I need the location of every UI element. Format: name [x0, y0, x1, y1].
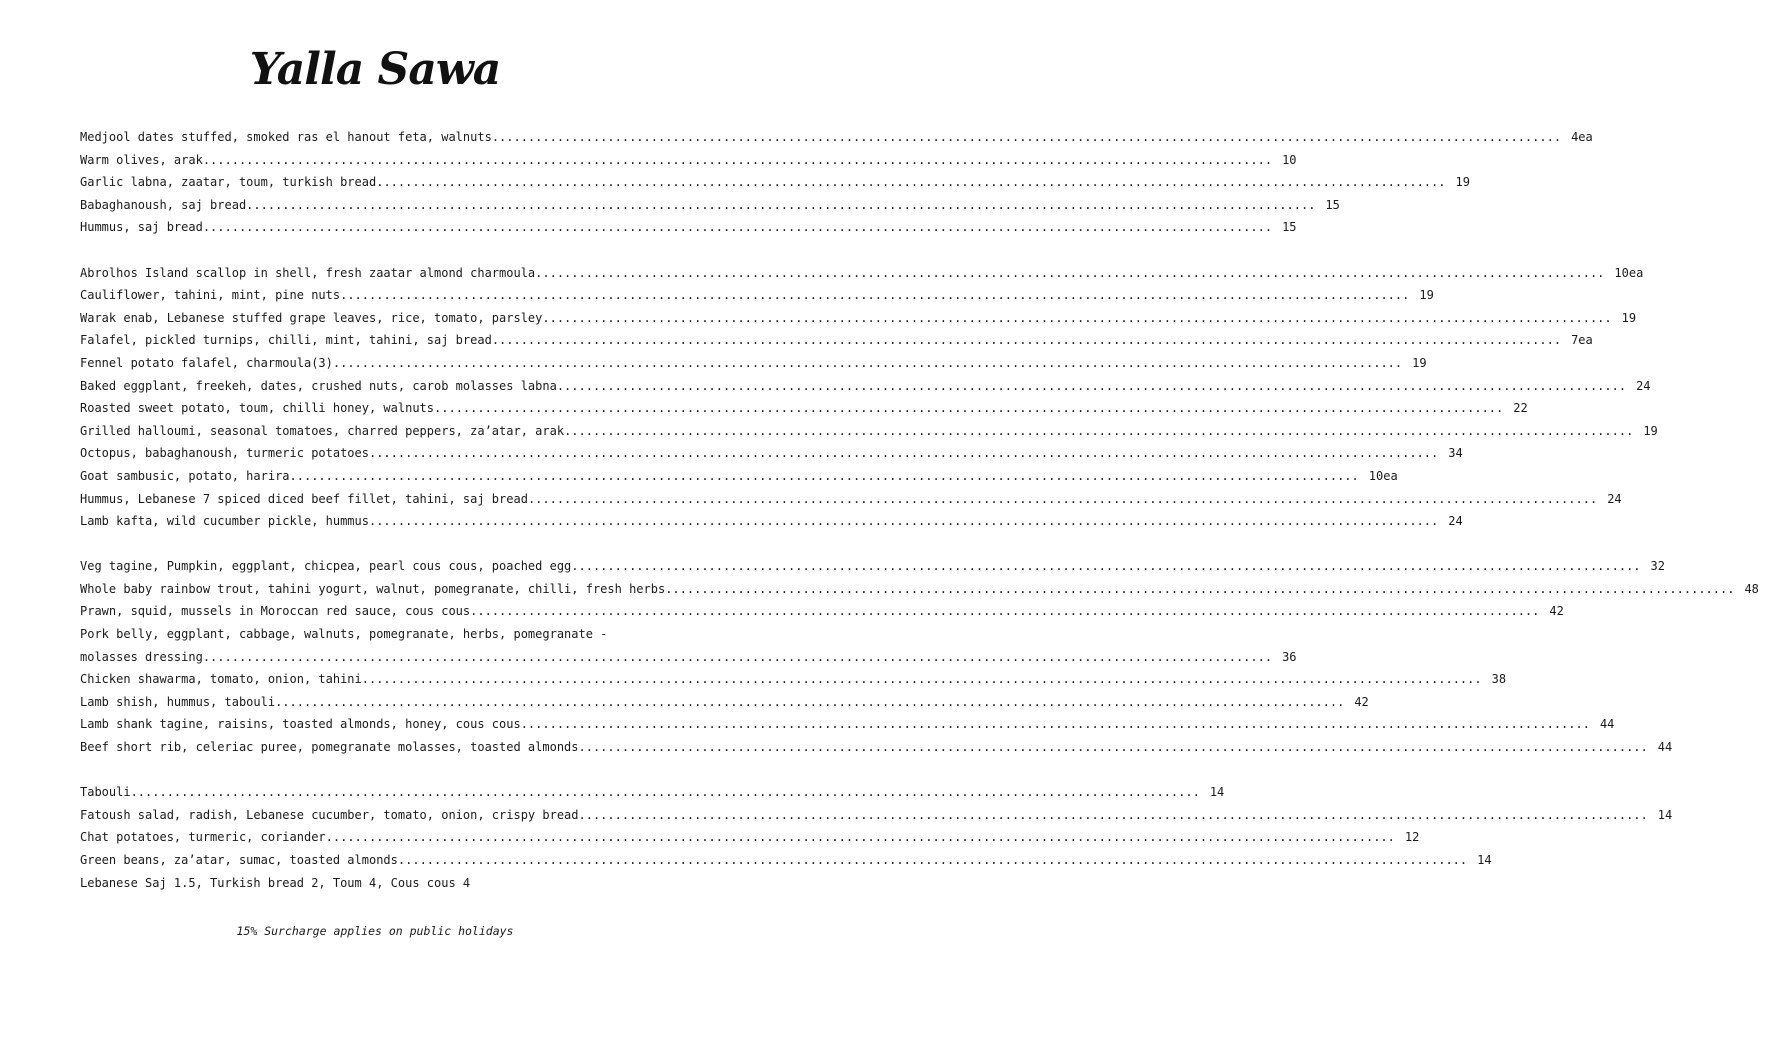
dot-leader: [542, 307, 1611, 330]
menu-item: [80, 194, 1340, 217]
menu-item-price: 38: [1491, 672, 1507, 687]
menu-item-name: Lamb shank tagine, raisins, toasted almonds, honey, cous cous: [80, 717, 521, 732]
dot-leader: [369, 442, 1438, 465]
menu-item-name: Lamb kafta, wild cucumber pickle, hummus: [80, 514, 369, 529]
menu-item: [80, 307, 1637, 330]
dot-leader: [434, 397, 1503, 420]
dot-leader: [492, 329, 1561, 352]
dot-leader: [470, 600, 1539, 623]
menu-item-name: Cauliflower, tahini, mint, pine nuts: [80, 288, 341, 303]
menu-item: [80, 736, 1673, 759]
menu-item-price: 24: [1607, 491, 1622, 506]
menu-item: [80, 171, 1470, 194]
menu-item-name: Roasted sweet potato, toum, chilli honey, walnuts: [80, 401, 435, 416]
menu-item-price: 48: [1744, 581, 1759, 596]
menu-item-name: Baked eggplant, freekeh, dates, crushed nuts, carob molasses labna: [80, 378, 557, 393]
menu-list: [80, 126, 1759, 917]
menu-item-name: Garlic labna, zaatar, toum, turkish bread: [80, 175, 377, 190]
menu-item-price: 24: [1448, 514, 1463, 529]
menu-item-name: Abrolhos Island scallop in shell, fresh zaatar almond charmoula: [80, 265, 536, 280]
menu-item: [80, 510, 1463, 533]
menu-item-name: Grilled halloumi, seasonal tomatoes, charred peppers, za’atar, arak: [80, 423, 565, 438]
dot-leader: [412, 668, 1481, 691]
menu-item: [80, 691, 1369, 714]
menu-item: [80, 420, 1658, 443]
menu-item: [80, 713, 1615, 736]
dot-leader: [557, 375, 1626, 398]
dot-leader: [571, 555, 1640, 578]
menu-item: [80, 578, 1759, 601]
menu-item: [80, 804, 1673, 827]
menu-item: [80, 329, 1593, 352]
menu-item-name: Chicken shawarma, tomato, onion, tahini.......: [80, 672, 413, 687]
menu-item-price: 19: [1643, 423, 1658, 438]
dot-leader: [326, 826, 1395, 849]
menu-item-name: Babaghanoush, saj bread: [80, 197, 247, 212]
dot-leader: [521, 713, 1590, 736]
menu-item-price: 4ea: [1571, 130, 1593, 144]
menu-item: [80, 397, 1528, 420]
menu-item-price: 24: [1636, 378, 1651, 393]
menu-item-price: 14: [1209, 785, 1225, 800]
menu-section: [80, 126, 1593, 239]
menu-item: [80, 872, 690, 895]
dot-leader: [535, 262, 1604, 285]
menu-item-price: 12: [1404, 830, 1420, 845]
menu-item-price: 15: [1282, 220, 1297, 235]
menu-item-name: Tabouli: [80, 785, 131, 800]
menu-item-name: Hummus, Lebanese 7 spiced diced beef fillet, tahini, saj bread: [80, 491, 528, 506]
dot-leader: [665, 578, 1734, 601]
menu-item-price: 42: [1549, 604, 1564, 619]
dot-leader: [203, 646, 1272, 669]
menu-item: [80, 465, 1398, 488]
dot-leader: [203, 216, 1272, 239]
dot-leader: [340, 284, 1409, 307]
menu-item-name: Lebanese Saj 1.5, Turkish bread 2, Toum 4, Cous cous 4: [80, 875, 471, 890]
menu-item: [80, 600, 1564, 623]
menu-item-price: 19: [1621, 310, 1637, 325]
menu-item-name: Lamb shish, hummus, tabouli: [80, 694, 276, 709]
surcharge-note: 15% Surcharge applies on public holidays: [236, 924, 514, 938]
menu-item: [80, 668, 1507, 691]
menu-item-price: 15: [1325, 197, 1340, 212]
menu-item: [80, 126, 1593, 149]
logo-wordmark-icon: [249, 40, 501, 100]
menu-item-price: 22: [1513, 401, 1528, 416]
menu-item: [80, 781, 1225, 804]
dot-leader: [579, 736, 1648, 759]
menu-item-name: Medjool dates stuffed, smoked ras el hanout feta, walnuts: [80, 130, 492, 144]
menu-item-name: Falafel, pickled turnips, chilli, mint, tahini, saj bread: [80, 333, 492, 348]
menu-item-name: Green beans, za’atar, sumac, toasted almonds: [80, 853, 398, 867]
menu-item-price: 32: [1650, 559, 1665, 574]
menu-item-name: Octopus, babaghanoush, turmeric potatoes: [80, 446, 369, 461]
dot-leader: [275, 691, 1344, 714]
menu-item: [80, 284, 1434, 307]
menu-section: [80, 262, 1658, 533]
menu-item: [80, 149, 1297, 172]
menu-item-name: Hummus, saj bread: [80, 220, 203, 235]
menu-item: [80, 826, 1420, 849]
menu-item: [80, 442, 1463, 465]
menu-item: [80, 849, 1492, 872]
menu-item-name: Warak enab, Lebanese stuffed grape leaves, rice, tomato, parsley: [80, 310, 543, 325]
menu-item-price: 19: [1455, 175, 1470, 190]
menu-section: [80, 781, 1673, 894]
dot-leader: [290, 465, 1359, 488]
menu-item-price: 10ea: [1368, 468, 1398, 483]
menu-item-price: 36: [1282, 649, 1297, 664]
dot-leader: [246, 194, 1315, 217]
menu-item-name: molasses dressing: [80, 649, 203, 664]
menu-item-price: 44: [1657, 740, 1673, 755]
dot-leader: [333, 352, 1402, 375]
dot-leader: [492, 126, 1561, 149]
menu-item-price: 19: [1412, 355, 1427, 370]
menu-item-name: Veg tagine, Pumpkin, eggplant, chicpea, pearl cous cous, poached egg: [80, 559, 572, 574]
menu-item: [80, 646, 1297, 669]
menu-item-price: 34: [1448, 446, 1463, 461]
menu-item-price: 10: [1282, 152, 1297, 167]
menu-item-name: Whole baby rainbow trout, tahini yogurt, walnut, pomegranate, chilli, fresh herbs: [80, 581, 666, 596]
menu-item-price: 14: [1477, 853, 1492, 867]
dot-leader: [131, 781, 1200, 804]
menu-item: [80, 488, 1622, 511]
menu-item: [80, 216, 1297, 239]
menu-item-price: 19: [1419, 288, 1434, 303]
dot-leader: [376, 171, 1445, 194]
logo-text: Yalla Sawa: [249, 44, 501, 95]
menu-item-name: Fennel potato falafel, charmoula(3): [80, 355, 333, 370]
menu-item-name: Fatoush salad, radish, Lebanese cucumber, tomato, onion, crispy bread: [80, 807, 579, 822]
menu-section: [80, 555, 1759, 758]
menu-item-name: Beef short rib, celeriac puree, pomegranate molasses, toasted almonds: [80, 740, 579, 755]
menu-item-name: Warm olives, arak: [80, 152, 203, 167]
menu-item-name-line: Pork belly, eggplant, cabbage, walnuts, pomegranate, herbs, pomegranate -: [80, 627, 608, 642]
menu-item: [80, 262, 1644, 285]
menu-item-name: Prawn, squid, mussels in Moroccan red sauce, cous cous: [80, 604, 471, 619]
dot-leader: [203, 149, 1272, 172]
dot-leader: [528, 488, 1597, 511]
menu-item-price: 42: [1354, 694, 1369, 709]
menu-item-price: 10ea: [1614, 265, 1644, 280]
dot-leader: [398, 849, 1467, 872]
dot-leader: [579, 804, 1648, 827]
dot-leader: [564, 420, 1633, 443]
dot-leader: [369, 510, 1438, 533]
menu-item-name: Chat potatoes, turmeric, coriander: [80, 830, 326, 845]
menu-item-price: 14: [1657, 807, 1673, 822]
menu-item-price: 7ea: [1571, 333, 1593, 348]
menu-item-name: Goat sambusic, potato, harira: [80, 468, 290, 483]
menu-item: [80, 352, 1427, 375]
menu-item: [80, 375, 1651, 398]
menu-item-price: 44: [1599, 717, 1615, 732]
menu-item: [80, 555, 1665, 578]
brand-logo: [0, 40, 750, 100]
